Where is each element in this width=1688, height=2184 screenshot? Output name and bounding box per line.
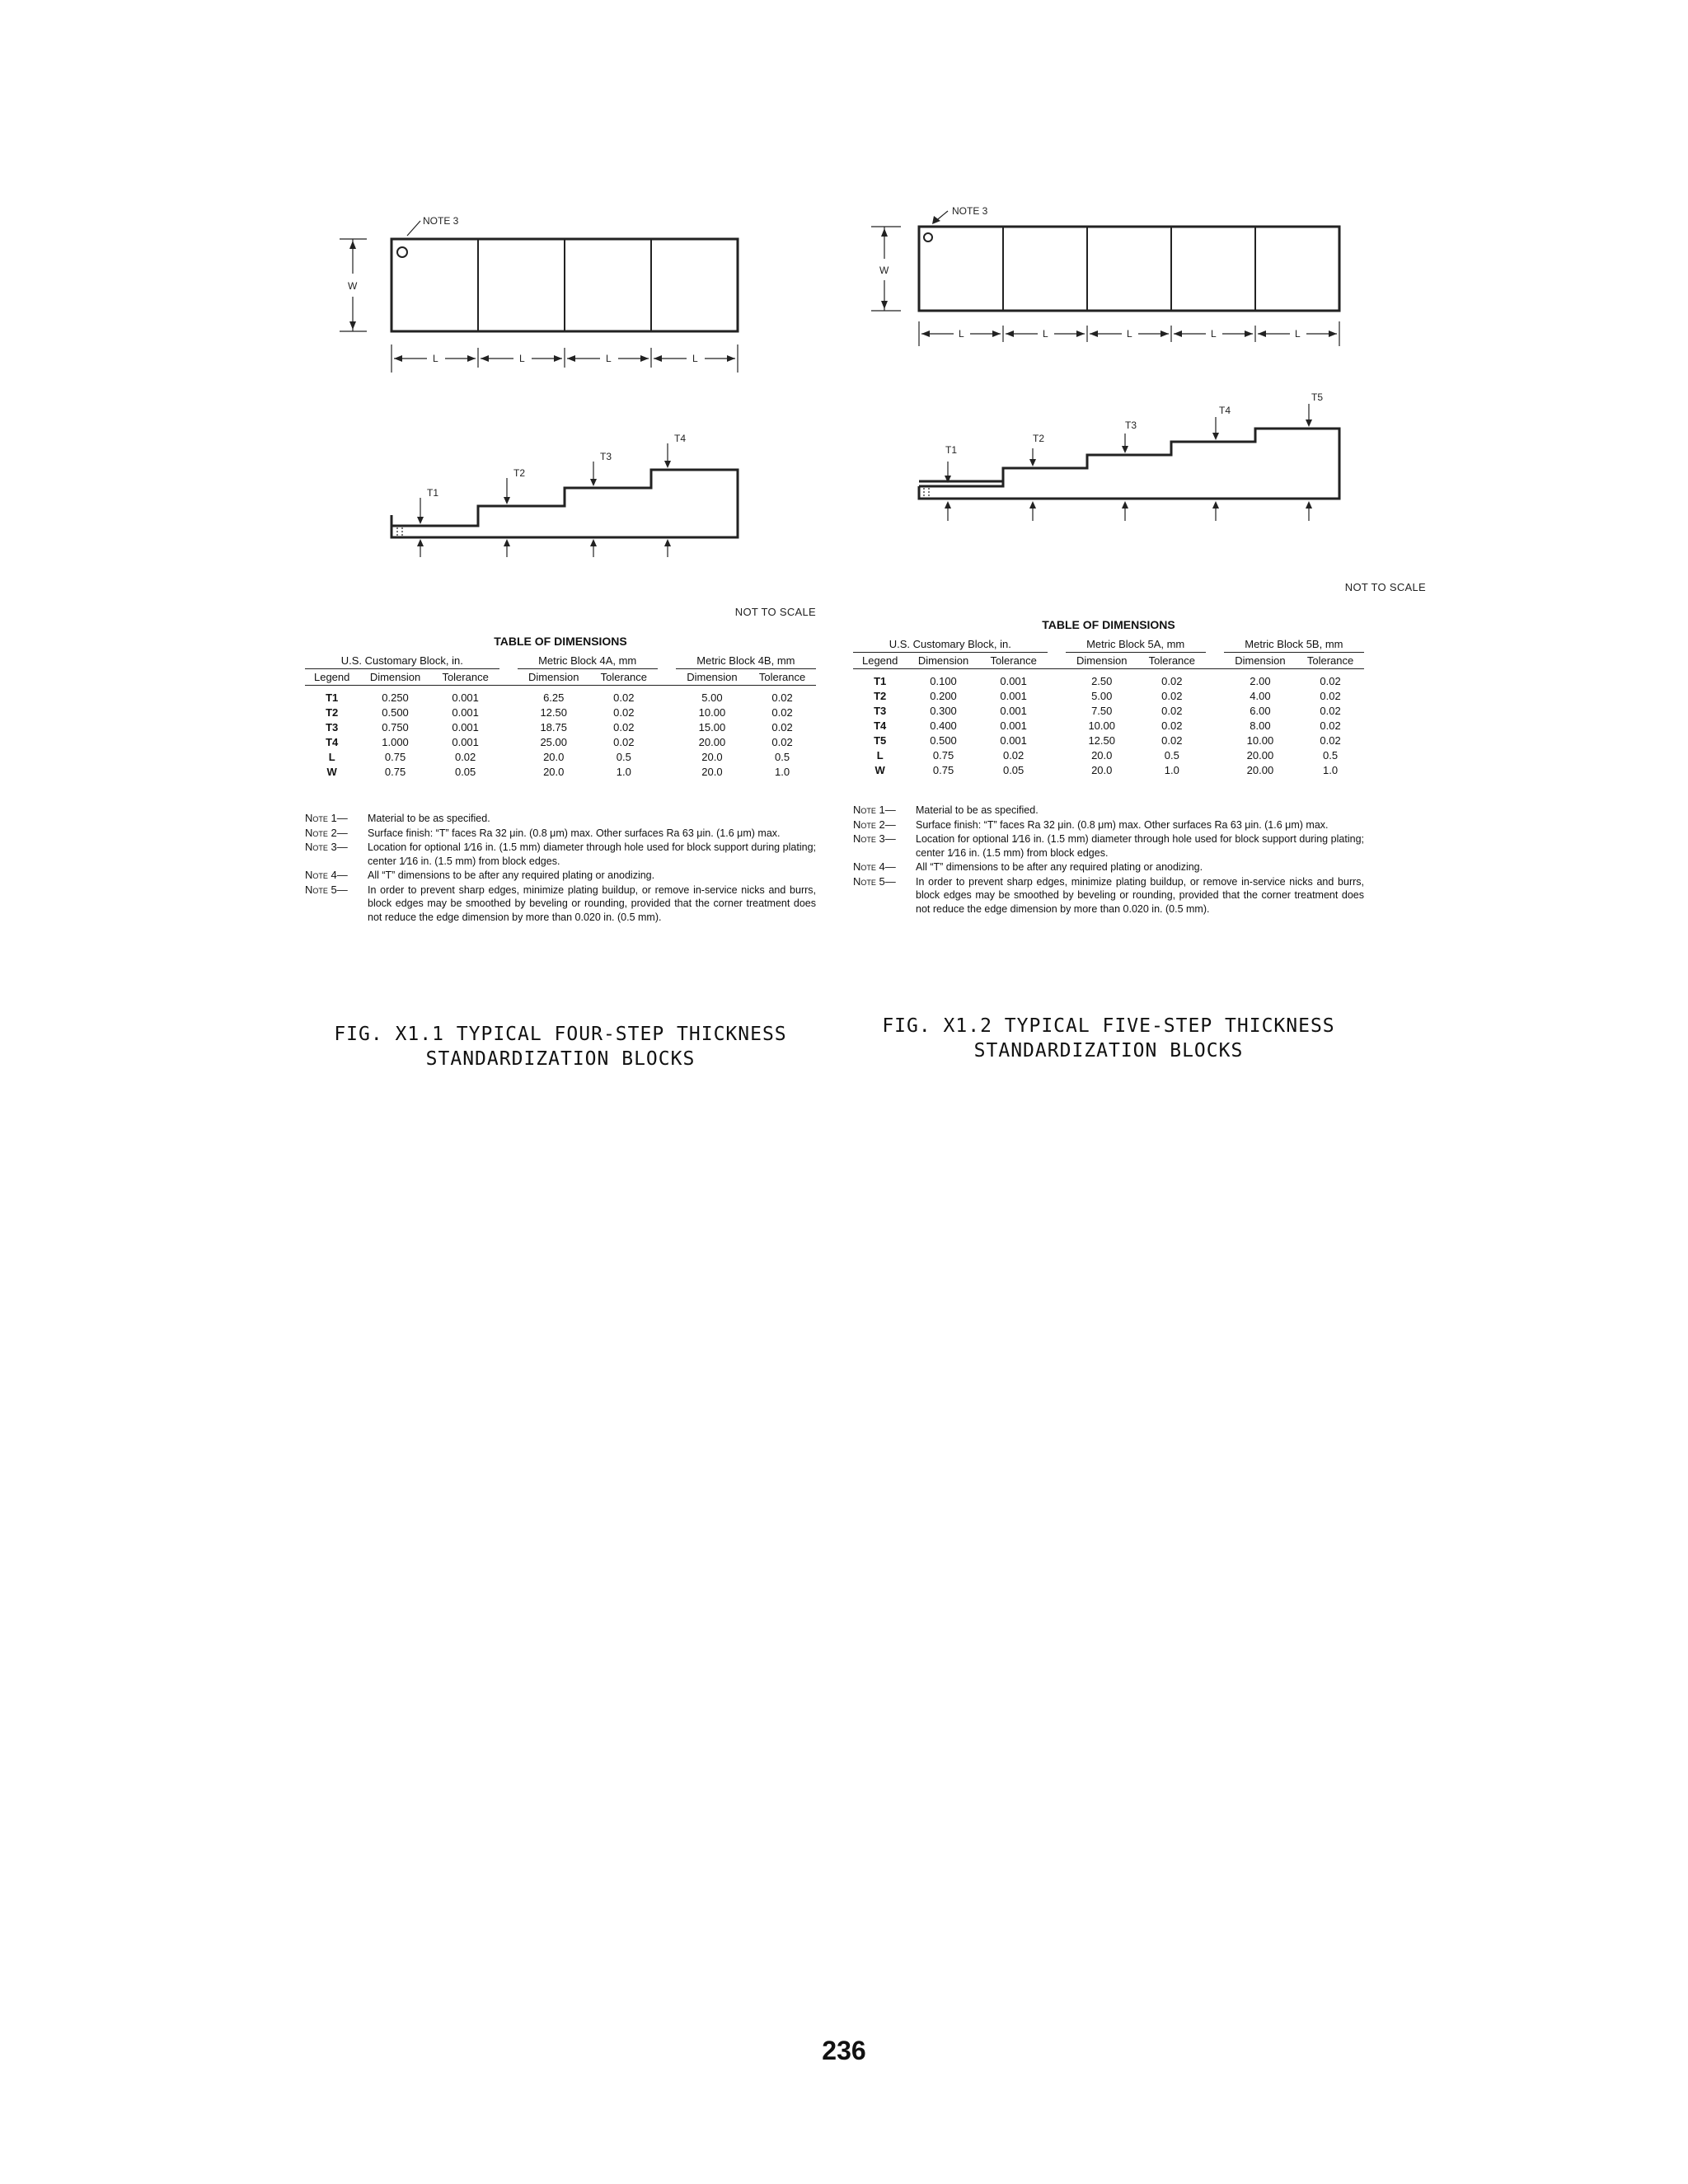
note-text: All “T” dimensions to be after any required plating or anodizing. bbox=[368, 869, 655, 881]
note-label: Note 2— bbox=[853, 818, 896, 831]
table-cell: 25.00 bbox=[540, 736, 567, 748]
table-cell: 0.02 bbox=[771, 736, 793, 748]
dimensions-table bbox=[305, 653, 816, 780]
column-header: Tolerance bbox=[748, 669, 816, 686]
column-header: Dimension bbox=[518, 669, 590, 686]
table-cell: 0.02 bbox=[1161, 690, 1183, 702]
table-cell: 0.02 bbox=[1161, 705, 1183, 717]
note-text: Surface finish: “T” faces Ra 32 μin. (0.8 μm) max. Other surfaces Ra 63 μin. (1.6 μm) max. bbox=[916, 818, 1329, 831]
note-item bbox=[305, 883, 816, 925]
note-3-label: NOTE 3 bbox=[952, 205, 988, 217]
table-cell: 0.100 bbox=[930, 675, 957, 687]
table-cell: 8.00 bbox=[1250, 719, 1271, 732]
table-row bbox=[853, 674, 1364, 689]
table-cell: 0.02 bbox=[1320, 719, 1341, 732]
table-cell: 0.001 bbox=[1000, 705, 1027, 717]
length-label: L bbox=[1043, 328, 1048, 340]
table-cell: 20.0 bbox=[543, 766, 565, 778]
note-item bbox=[853, 860, 1364, 874]
table-cell: 2.50 bbox=[1091, 675, 1113, 687]
note-label: Note 1— bbox=[305, 812, 348, 824]
note-item bbox=[305, 827, 816, 841]
table-cell: 0.001 bbox=[1000, 675, 1027, 687]
table-cell: 20.0 bbox=[701, 751, 723, 763]
table-cell: 1.000 bbox=[382, 736, 409, 748]
column-header: Dimension bbox=[676, 669, 748, 686]
legend-cell: W bbox=[874, 764, 885, 776]
table-cell: 0.001 bbox=[452, 706, 479, 719]
table-cell: 0.300 bbox=[930, 705, 957, 717]
table-cell: 6.25 bbox=[543, 691, 565, 704]
step-label-t1: T1 bbox=[945, 444, 958, 456]
table-of-dimensions bbox=[853, 618, 1364, 778]
note-item bbox=[305, 812, 816, 826]
table-cell: 0.500 bbox=[930, 734, 957, 747]
table-cell: 0.02 bbox=[1320, 734, 1341, 747]
column-group-metric-b: Metric Block 5B, mm bbox=[1224, 636, 1364, 653]
not-to-scale-label: NOT TO SCALE bbox=[1344, 581, 1426, 593]
column-group-metric-b: Metric Block 4B, mm bbox=[676, 653, 816, 669]
length-label: L bbox=[1211, 328, 1217, 340]
legend-cell: W bbox=[326, 766, 337, 778]
table-cell: 0.02 bbox=[1161, 719, 1183, 732]
column-group-metric-a: Metric Block 4A, mm bbox=[518, 653, 658, 669]
column-header: Tolerance bbox=[1138, 653, 1206, 669]
table-cell: 0.02 bbox=[771, 706, 793, 719]
table-cell: 0.02 bbox=[613, 691, 635, 704]
table-cell: 0.001 bbox=[1000, 734, 1027, 747]
table-cell: 0.02 bbox=[1320, 675, 1341, 687]
table-cell: 10.00 bbox=[1246, 734, 1274, 747]
column-header: Dimension bbox=[907, 653, 979, 669]
note-item bbox=[305, 869, 816, 883]
table-cell: 12.50 bbox=[1088, 734, 1115, 747]
figure-caption bbox=[853, 1014, 1364, 1063]
width-label: W bbox=[348, 280, 358, 292]
table-of-dimensions bbox=[305, 635, 816, 780]
table-cell: 20.00 bbox=[1246, 749, 1274, 762]
note-label: Note 3— bbox=[853, 832, 896, 845]
plan-view-diagram bbox=[305, 198, 816, 379]
table-cell: 0.001 bbox=[452, 721, 479, 733]
note-text: Surface finish: “T” faces Ra 32 μin. (0.8 μm) max. Other surfaces Ra 63 μin. (1.6 μm) max. bbox=[368, 827, 781, 839]
note-label: Note 2— bbox=[305, 826, 348, 839]
table-cell: 10.00 bbox=[698, 706, 726, 719]
length-label: L bbox=[606, 353, 612, 364]
note-label: Note 5— bbox=[853, 874, 896, 888]
table-cell: 1.0 bbox=[1323, 764, 1339, 776]
step-label-t4: T4 bbox=[674, 433, 687, 444]
legend-cell: L bbox=[876, 749, 884, 762]
table-cell: 20.0 bbox=[543, 751, 565, 763]
figure-caption bbox=[305, 1022, 816, 1071]
table-cell: 0.02 bbox=[613, 706, 635, 719]
step-label-t3: T3 bbox=[600, 451, 612, 462]
note-label: Note 4— bbox=[853, 860, 896, 873]
table-row bbox=[305, 765, 816, 780]
table-cell: 20.0 bbox=[1091, 764, 1113, 776]
table-cell: 0.75 bbox=[384, 766, 406, 778]
width-label: W bbox=[879, 265, 889, 276]
legend-cell: T3 bbox=[874, 705, 887, 717]
notes-list bbox=[305, 812, 816, 925]
dimensions-table bbox=[853, 636, 1364, 778]
table-cell: 6.00 bbox=[1250, 705, 1271, 717]
note-item bbox=[853, 818, 1364, 832]
caption-line: FIG. X1.2 TYPICAL FIVE-STEP THICKNESS bbox=[882, 1015, 1335, 1037]
table-cell: 0.5 bbox=[616, 751, 631, 763]
table-cell: 4.00 bbox=[1250, 690, 1271, 702]
table-row bbox=[853, 763, 1364, 778]
notes-list bbox=[853, 804, 1364, 916]
step-label-t3: T3 bbox=[1125, 419, 1137, 431]
legend-cell: T4 bbox=[326, 736, 339, 748]
step-label-t5: T5 bbox=[1311, 391, 1324, 403]
note-label: Note 4— bbox=[305, 869, 348, 881]
table-cell: 0.001 bbox=[1000, 690, 1027, 702]
column-header: Tolerance bbox=[980, 653, 1048, 669]
table-row bbox=[853, 704, 1364, 719]
note-text: In order to prevent sharp edges, minimize plating buildup, or remove in-service nicks and burrs, block edges may be smoothed by beveling or rounding, provided that the corner treatment does not reduce the edge dimension by more than 0.020 in. (0.5 mm). bbox=[916, 875, 1364, 915]
table-cell: 0.5 bbox=[1323, 749, 1339, 762]
table-cell: 0.001 bbox=[1000, 719, 1027, 732]
note-item bbox=[305, 841, 816, 868]
table-cell: 12.50 bbox=[540, 706, 567, 719]
table-row bbox=[853, 719, 1364, 733]
column-header: Dimension bbox=[359, 669, 431, 686]
plan-view-diagram bbox=[853, 190, 1364, 371]
legend-cell: T4 bbox=[874, 719, 887, 732]
column-header: Dimension bbox=[1066, 653, 1138, 669]
table-cell: 0.5 bbox=[775, 751, 790, 763]
step-profile-diagram bbox=[853, 371, 1364, 552]
table-cell: 0.001 bbox=[452, 691, 479, 704]
note-text: Location for optional 1⁄16 in. (1.5 mm) diameter through hole used for block support during plating; center 1⁄16 in. (1.5 mm) from block edges. bbox=[368, 841, 816, 867]
table-row bbox=[305, 750, 816, 765]
note-3-label: NOTE 3 bbox=[423, 215, 459, 227]
table-cell: 0.02 bbox=[454, 751, 476, 763]
length-label: L bbox=[959, 328, 964, 340]
step-label-t4: T4 bbox=[1219, 405, 1231, 416]
table-title: TABLE OF DIMENSIONS bbox=[494, 635, 627, 648]
table-cell: 0.750 bbox=[382, 721, 409, 733]
note-text: Material to be as specified. bbox=[368, 813, 490, 824]
table-row bbox=[305, 720, 816, 735]
table-cell: 0.75 bbox=[932, 749, 954, 762]
legend-cell: T5 bbox=[874, 734, 887, 747]
step-profile-diagram bbox=[305, 396, 816, 577]
length-label: L bbox=[433, 353, 438, 364]
table-row bbox=[305, 705, 816, 720]
page-number: 236 bbox=[822, 2036, 866, 2065]
table-title: TABLE OF DIMENSIONS bbox=[1042, 618, 1175, 631]
table-cell: 15.00 bbox=[698, 721, 726, 733]
table-cell: 0.500 bbox=[382, 706, 409, 719]
caption-line: FIG. X1.1 TYPICAL FOUR-STEP THICKNESS bbox=[334, 1024, 787, 1045]
column-group-metric-a: Metric Block 5A, mm bbox=[1066, 636, 1206, 653]
length-label: L bbox=[1295, 328, 1301, 340]
table-cell: 5.00 bbox=[1091, 690, 1113, 702]
legend-cell: T2 bbox=[326, 706, 339, 719]
table-cell: 20.0 bbox=[701, 766, 723, 778]
table-row bbox=[305, 735, 816, 750]
column-header: Tolerance bbox=[432, 669, 499, 686]
length-label: L bbox=[519, 353, 525, 364]
table-cell: 0.02 bbox=[771, 721, 793, 733]
table-cell: 1.0 bbox=[775, 766, 790, 778]
note-text: In order to prevent sharp edges, minimize plating buildup, or remove in-service nicks and burrs, block edges may be smoothed by beveling or rounding, provided that the corner treatment does not reduce the edge dimension by more than 0.020 in. (0.5 mm). bbox=[368, 883, 816, 923]
table-cell: 0.05 bbox=[1002, 764, 1025, 776]
note-item bbox=[853, 804, 1364, 818]
column-group-us: U.S. Customary Block, in. bbox=[853, 636, 1048, 653]
note-label: Note 5— bbox=[305, 883, 348, 896]
note-item bbox=[853, 875, 1364, 916]
table-cell: 20.00 bbox=[698, 736, 726, 748]
table-cell: 1.0 bbox=[1164, 764, 1179, 776]
table-cell: 20.0 bbox=[1091, 749, 1113, 762]
table-cell: 18.75 bbox=[540, 721, 567, 733]
note-text: All “T” dimensions to be after any required plating or anodizing. bbox=[916, 861, 1203, 873]
table-row bbox=[853, 733, 1364, 748]
table-cell: 0.02 bbox=[1161, 734, 1183, 747]
note-text: Material to be as specified. bbox=[916, 804, 1039, 816]
table-cell: 0.02 bbox=[1002, 749, 1025, 762]
note-label: Note 3— bbox=[305, 841, 348, 853]
table-cell: 0.05 bbox=[454, 766, 476, 778]
column-header: Legend bbox=[305, 669, 359, 686]
table-cell: 0.75 bbox=[932, 764, 954, 776]
step-label-t2: T2 bbox=[1033, 433, 1045, 444]
column-header: Tolerance bbox=[590, 669, 658, 686]
table-cell: 0.5 bbox=[1164, 749, 1179, 762]
column-group-us: U.S. Customary Block, in. bbox=[305, 653, 499, 669]
legend-cell: T2 bbox=[874, 690, 887, 702]
table-cell: 1.0 bbox=[616, 766, 631, 778]
table-cell: 0.250 bbox=[382, 691, 409, 704]
caption-line: STANDARDIZATION BLOCKS bbox=[425, 1048, 696, 1070]
table-cell: 10.00 bbox=[1088, 719, 1115, 732]
table-cell: 0.02 bbox=[613, 721, 635, 733]
column-header: Tolerance bbox=[1296, 653, 1364, 669]
step-label-t2: T2 bbox=[513, 467, 526, 479]
note-item bbox=[853, 832, 1364, 860]
table-cell: 0.02 bbox=[1320, 690, 1341, 702]
table-row bbox=[853, 748, 1364, 763]
table-cell: 2.00 bbox=[1250, 675, 1271, 687]
length-label: L bbox=[1127, 328, 1132, 340]
table-cell: 0.200 bbox=[930, 690, 957, 702]
table-cell: 20.00 bbox=[1246, 764, 1274, 776]
table-cell: 0.02 bbox=[613, 736, 635, 748]
step-label-t1: T1 bbox=[427, 487, 439, 499]
column-header: Dimension bbox=[1224, 653, 1296, 669]
legend-cell: T1 bbox=[874, 675, 887, 687]
note-label: Note 1— bbox=[853, 804, 896, 816]
column-header: Legend bbox=[853, 653, 907, 669]
legend-cell: T3 bbox=[326, 721, 339, 733]
legend-cell: L bbox=[328, 751, 335, 763]
length-label: L bbox=[692, 353, 698, 364]
legend-cell: T1 bbox=[326, 691, 339, 704]
note-text: Location for optional 1⁄16 in. (1.5 mm) diameter through hole used for block support during plating; center 1⁄16 in. (1.5 mm) from block edges. bbox=[916, 833, 1364, 859]
caption-line: STANDARDIZATION BLOCKS bbox=[973, 1040, 1244, 1062]
table-row bbox=[305, 691, 816, 705]
not-to-scale-label: NOT TO SCALE bbox=[734, 606, 816, 618]
table-row bbox=[853, 689, 1364, 704]
table-cell: 0.02 bbox=[771, 691, 793, 704]
table-cell: 0.02 bbox=[1161, 675, 1183, 687]
table-cell: 0.001 bbox=[452, 736, 479, 748]
table-cell: 0.75 bbox=[384, 751, 406, 763]
table-cell: 0.400 bbox=[930, 719, 957, 732]
table-cell: 7.50 bbox=[1091, 705, 1113, 717]
table-cell: 5.00 bbox=[701, 691, 723, 704]
table-cell: 0.02 bbox=[1320, 705, 1341, 717]
